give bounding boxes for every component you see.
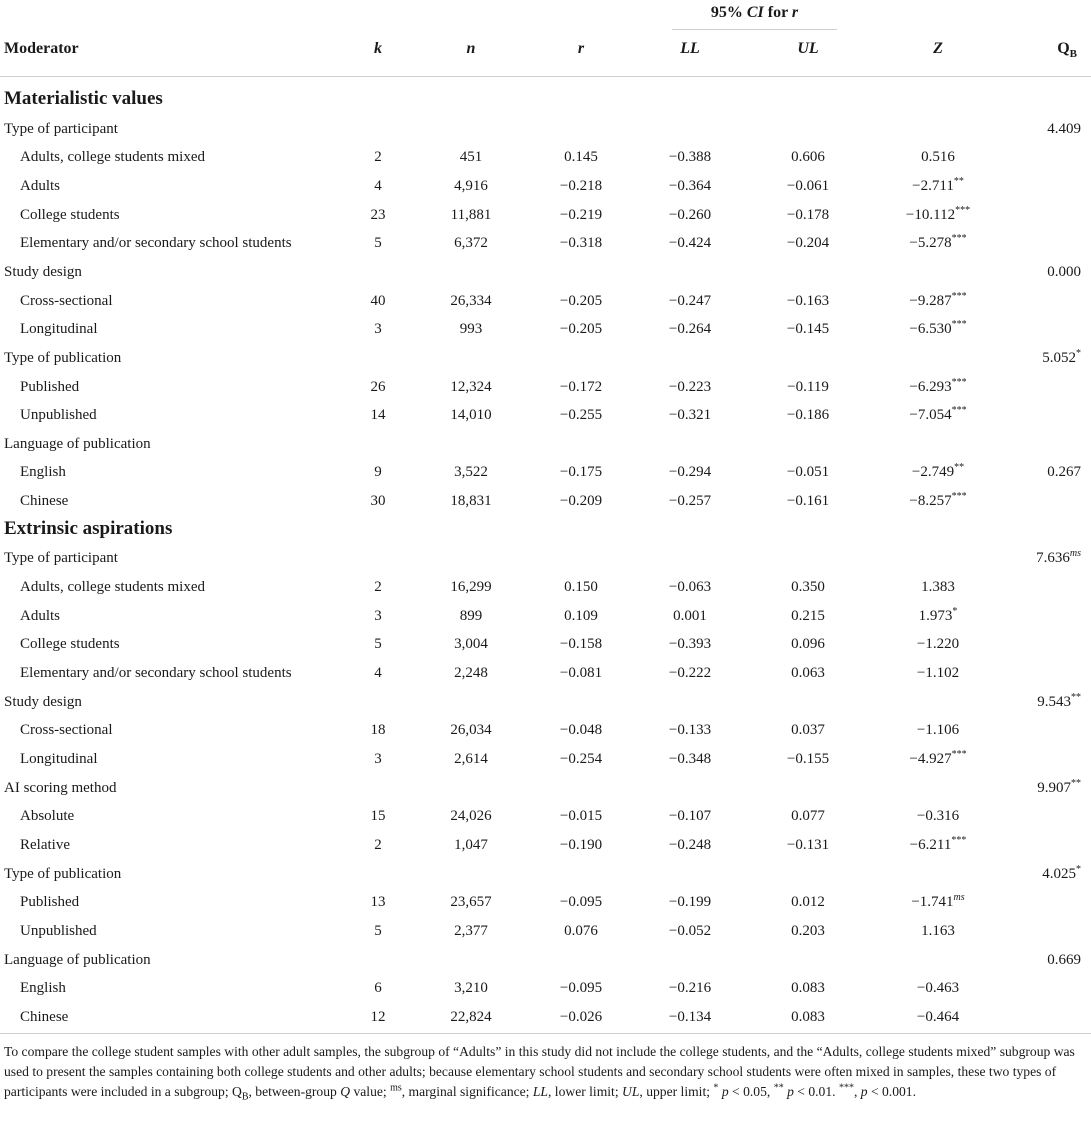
footnote-text-2: , between-group — [248, 1084, 341, 1099]
cell-k-value: 9 — [374, 464, 382, 481]
cell-ul-value: 0.037 — [791, 722, 825, 739]
cell-z-value: −2.711 — [912, 177, 954, 194]
footnote-t3: , — [853, 1084, 861, 1099]
cell-n-value: 16,299 — [450, 579, 492, 596]
cell-z — [868, 664, 1008, 682]
cell-k-value: 3 — [374, 750, 382, 767]
group-qb-value: 0.000 — [1047, 263, 1081, 280]
cell-ul-value: −0.163 — [786, 292, 830, 309]
cell-k-value: 3 — [374, 321, 382, 338]
row-qb — [1047, 463, 1081, 481]
cell-z-value: −7.054 — [909, 407, 952, 424]
cell-k-value: 14 — [370, 407, 386, 424]
cell-k-value: 6 — [374, 980, 382, 997]
ci-header-rule — [672, 29, 837, 30]
group-label: Type of participant — [4, 550, 118, 567]
cell-n-value: 18,831 — [450, 493, 492, 510]
group-qb-value: 7.636 — [1036, 550, 1070, 567]
cell-ul — [738, 177, 878, 195]
row-label: Longitudinal — [20, 321, 98, 338]
cell-ul — [738, 1008, 878, 1026]
cell-n-value: 22,824 — [450, 1008, 492, 1025]
cell-n-value: 993 — [459, 321, 483, 338]
cell-k-value: 40 — [370, 292, 386, 309]
cell-k-value: 15 — [370, 808, 386, 825]
cell-ul — [738, 463, 878, 481]
footnote-text-6: , upper limit; — [639, 1084, 714, 1099]
cell-ll-value: −0.264 — [668, 321, 712, 338]
group-qb — [1042, 865, 1081, 883]
cell-ul-value: 0.077 — [791, 808, 825, 825]
cell-n-value: 3,210 — [454, 980, 488, 997]
cell-n-value: 24,026 — [450, 808, 492, 825]
cell-z — [868, 635, 1008, 653]
cell-k-value: 5 — [374, 636, 382, 653]
cell-ll-value: −0.063 — [668, 579, 712, 596]
cell-r-value: −0.172 — [559, 378, 603, 395]
col-header-n-value: n — [466, 40, 476, 57]
group-qb — [1047, 120, 1081, 138]
row-label: Adults, college students mixed — [20, 579, 205, 596]
group-qb-value: 9.543 — [1037, 693, 1071, 710]
cell-z-value: 1.973 — [918, 607, 953, 624]
cell-ul — [738, 922, 878, 940]
cell-ul — [738, 206, 878, 224]
cell-r-value: −0.095 — [559, 980, 603, 997]
cell-ul — [738, 664, 878, 682]
cell-z — [868, 320, 1008, 338]
cell-ul — [738, 234, 878, 252]
row-label: Absolute — [20, 808, 75, 825]
footnote-p2: p — [787, 1084, 794, 1099]
cell-ul-value: 0.083 — [791, 980, 825, 997]
cell-z — [868, 378, 1008, 396]
cell-ul — [738, 492, 878, 510]
cell-r-value: −0.190 — [559, 836, 603, 853]
ci-r: r — [791, 4, 799, 21]
cell-ul-value: −0.051 — [786, 464, 830, 481]
footnote-ll: LL — [532, 1084, 548, 1099]
cell-z-value: −6.530 — [909, 321, 952, 338]
cell-ul — [738, 406, 878, 424]
cell-z — [868, 721, 1008, 739]
cell-k-value: 18 — [370, 722, 386, 739]
footnote-p3: p — [860, 1084, 868, 1099]
cell-ll-value: −0.134 — [668, 1008, 712, 1025]
group-qb-sig: ** — [1071, 777, 1081, 789]
col-header-k-value: k — [374, 40, 382, 57]
cell-k-value: 2 — [374, 579, 382, 596]
cell-z — [868, 607, 1008, 625]
cell-k-value: 13 — [370, 894, 386, 911]
group-qb-value: 9.907 — [1037, 779, 1071, 796]
cell-r-value: 0.076 — [564, 922, 598, 939]
cell-ul — [738, 893, 878, 911]
cell-z-value: −1.106 — [916, 722, 960, 739]
cell-ul-value: −0.119 — [787, 378, 829, 395]
cell-n-value: 3,522 — [454, 464, 488, 481]
cell-ul — [738, 721, 878, 739]
cell-ll-value: −0.107 — [668, 808, 712, 825]
cell-ll-value: 0.001 — [673, 607, 707, 624]
row-label: Cross-sectional — [20, 292, 113, 309]
footnote-text-4: , marginal significance; — [401, 1084, 533, 1099]
col-header-z — [868, 40, 1008, 58]
ci-ci: CI — [746, 4, 764, 21]
cell-z-sig: *** — [951, 319, 967, 331]
cell-n-value: 4,916 — [454, 177, 488, 194]
cell-z-value: −4.927 — [909, 750, 952, 767]
cell-z — [868, 177, 1008, 195]
cell-z-value: 1.383 — [921, 579, 955, 596]
row-label: Adults — [20, 177, 61, 194]
cell-k-value: 3 — [374, 607, 382, 624]
cell-n-value: 12,324 — [450, 378, 492, 395]
footnote-star-3: *** — [838, 1082, 854, 1094]
cell-z — [868, 492, 1008, 510]
row-label: Unpublished — [20, 407, 97, 424]
group-qb-value: 4.025 — [1042, 865, 1076, 882]
cell-n-value: 11,881 — [450, 206, 492, 223]
cell-z-sig: ** — [953, 175, 964, 187]
group-label: Type of publication — [4, 865, 122, 882]
cell-ll-value: −0.424 — [668, 235, 712, 252]
cell-ul — [738, 750, 878, 768]
group-qb-value: 5.052 — [1042, 349, 1076, 366]
cell-z — [868, 292, 1008, 310]
group-qb — [1047, 263, 1081, 281]
group-qb-sig: ** — [1071, 691, 1081, 703]
cell-r-value: −0.158 — [559, 636, 603, 653]
group-qb-value: 0.669 — [1047, 951, 1081, 968]
group-qb — [1036, 549, 1081, 567]
cell-ll-value: −0.248 — [668, 836, 712, 853]
footnote-p1: p — [721, 1084, 729, 1099]
group-label: AI scoring method — [4, 779, 117, 796]
cell-ul — [738, 836, 878, 854]
cell-ul-value: 0.063 — [791, 665, 825, 681]
cell-z-value: −0.316 — [916, 808, 960, 825]
row-label: Elementary and/or secondary school students — [20, 665, 292, 681]
ci-header — [672, 4, 837, 22]
footnote-t2: < 0.01. — [793, 1084, 839, 1099]
cell-ul-value: −0.155 — [786, 750, 830, 767]
cell-k-value: 2 — [374, 836, 382, 853]
cell-k-value: 4 — [374, 665, 382, 681]
cell-k-value: 4 — [374, 177, 382, 194]
cell-k-value: 5 — [374, 235, 382, 252]
cell-z-sig: *** — [951, 376, 967, 388]
cell-n-value: 14,010 — [450, 407, 492, 424]
row-label: Chinese — [20, 493, 69, 510]
group-label: Type of publication — [4, 349, 122, 366]
footnote-star-2: ** — [773, 1082, 784, 1094]
cell-ul — [738, 378, 878, 396]
cell-ul-value: −0.204 — [786, 235, 830, 252]
cell-ul-value: 0.606 — [791, 149, 825, 166]
group-qb-sig: * — [1076, 347, 1081, 359]
section-title: Materialistic values — [4, 88, 163, 109]
cell-z — [868, 807, 1008, 825]
table-bottom-rule — [0, 1033, 1091, 1034]
header-rule — [0, 76, 1091, 77]
cell-r-value: 0.150 — [564, 579, 598, 596]
cell-ll-value: −0.393 — [668, 636, 712, 653]
table-footnote — [4, 1042, 1086, 1108]
cell-z-sig: *** — [951, 834, 967, 846]
cell-r-value: −0.254 — [559, 750, 603, 767]
cell-ul-value: 0.350 — [791, 579, 825, 596]
group-label: Study design — [4, 263, 82, 280]
cell-z — [868, 463, 1008, 481]
group-label: Language of publication — [4, 951, 151, 968]
cell-z-value: 0.516 — [921, 149, 955, 166]
cell-ul-value: 0.012 — [791, 894, 825, 911]
section-title: Extrinsic aspirations — [4, 517, 173, 539]
cell-z — [868, 206, 1008, 224]
cell-z — [868, 234, 1008, 252]
cell-n-value: 26,034 — [450, 722, 492, 739]
cell-z — [868, 922, 1008, 940]
ci-pct: 95% — [710, 4, 747, 21]
row-label: College students — [20, 636, 120, 653]
cell-z-value: −8.257 — [909, 493, 952, 510]
row-label: Published — [20, 894, 80, 911]
cell-k-value: 2 — [374, 149, 382, 166]
group-qb — [1037, 693, 1081, 711]
row-label: Published — [20, 378, 80, 395]
cell-ul-value: −0.145 — [786, 321, 830, 338]
cell-r-value: −0.318 — [559, 235, 603, 252]
ci-for: for — [763, 4, 792, 21]
cell-n-value: 2,614 — [454, 750, 488, 767]
row-label: Relative — [20, 836, 70, 853]
cell-ll-value: −0.364 — [668, 177, 712, 194]
cell-ul — [738, 320, 878, 338]
cell-z-value: −0.463 — [916, 980, 960, 997]
cell-z-sig: *** — [951, 290, 967, 302]
cell-z-value: −9.287 — [909, 292, 952, 309]
cell-ul — [738, 979, 878, 997]
cell-r-value: −0.205 — [559, 321, 603, 338]
cell-r-value: −0.205 — [559, 292, 603, 309]
group-label: Type of participant — [4, 120, 118, 137]
row-label: Elementary and/or secondary school students — [20, 235, 292, 252]
cell-ul-value: −0.061 — [786, 177, 830, 194]
cell-z-sig: *** — [951, 491, 967, 503]
cell-z — [868, 836, 1008, 854]
cell-ul-value: −0.178 — [786, 206, 830, 223]
qb-subscript: B — [241, 1091, 249, 1103]
cell-ll-value: −0.388 — [668, 149, 712, 166]
cell-k-value: 12 — [370, 1008, 386, 1025]
cell-k-value: 26 — [370, 378, 386, 395]
cell-z-sig: *** — [951, 233, 967, 245]
cell-z-value: −1.741 — [911, 894, 954, 911]
cell-ul — [738, 607, 878, 625]
cell-r-value: −0.218 — [559, 177, 603, 194]
group-qb — [1047, 951, 1081, 969]
footnote-text: To compare the college student samples with other adult samples, the subgroup of “Adults” in this study did not include the college students, and the “Adults, college students mixed” subgroup was used to present the samples containing both college students and other adults; because elementary school students and secondary school students were often mixed in samples, these two types of participants were included in a subgroup; Q — [4, 1044, 1075, 1099]
col-header-moderator: Moderator — [4, 40, 79, 57]
cell-z-value: −6.293 — [909, 378, 952, 395]
row-label: Chinese — [20, 1008, 69, 1025]
group-qb — [1042, 349, 1081, 367]
footnote-q: Q — [340, 1084, 351, 1099]
footnote-text-3: value; — [350, 1084, 391, 1099]
cell-z — [868, 406, 1008, 424]
cell-z — [868, 893, 1008, 911]
footnote-ul: UL — [622, 1084, 640, 1099]
row-label: Unpublished — [20, 922, 97, 939]
col-header-qb — [1057, 40, 1077, 63]
cell-z-sig: ** — [954, 462, 965, 474]
cell-z-sig: * — [952, 605, 958, 617]
group-qb-sig: * — [1076, 863, 1081, 875]
footnote-ms: ms — [390, 1082, 402, 1094]
cell-ll-value: −0.260 — [668, 206, 712, 223]
cell-n-value: 2,377 — [454, 922, 488, 939]
cell-ul — [738, 807, 878, 825]
cell-ll-value: −0.216 — [668, 980, 712, 997]
cell-z-value: 1.163 — [921, 922, 955, 939]
cell-z-sig: *** — [955, 204, 971, 216]
cell-n-value: 3,004 — [454, 636, 488, 653]
row-label: English — [20, 980, 66, 997]
cell-z-value: −10.112 — [905, 206, 956, 223]
row-qb-value: 0.267 — [1047, 464, 1081, 481]
cell-n-value: 451 — [459, 149, 483, 166]
footnote-star-1: * — [713, 1082, 719, 1094]
cell-ul-value: −0.131 — [786, 836, 830, 853]
row-label: Cross-sectional — [20, 722, 113, 739]
row-label: Adults — [20, 607, 61, 624]
cell-ul — [738, 148, 878, 166]
cell-k-value: 5 — [374, 922, 382, 939]
cell-ul-value: 0.083 — [791, 1008, 825, 1025]
group-qb — [1037, 779, 1081, 797]
row-label: Longitudinal — [20, 750, 98, 767]
cell-ll-value: −0.052 — [668, 922, 712, 939]
cell-ul-value: −0.161 — [786, 493, 830, 510]
cell-z — [868, 148, 1008, 166]
cell-ll-value: −0.199 — [668, 894, 712, 911]
group-qb-value: 4.409 — [1047, 120, 1081, 137]
col-header-ul-value: UL — [797, 40, 819, 57]
cell-z-value: −1.102 — [916, 665, 960, 681]
footnote-t1: < 0.05, — [728, 1084, 774, 1099]
footnote-t4: < 0.001. — [867, 1084, 916, 1099]
cell-ll-value: −0.247 — [668, 292, 712, 309]
cell-r-value: −0.095 — [559, 894, 603, 911]
col-header-ul — [738, 40, 878, 58]
ci-header-rich — [711, 4, 798, 21]
cell-z-sig: *** — [951, 405, 967, 417]
cell-r-value: −0.209 — [559, 493, 603, 510]
cell-ul-value: 0.096 — [791, 636, 825, 653]
cell-ul — [738, 635, 878, 653]
cell-n-value: 1,047 — [454, 836, 488, 853]
cell-n-value: 26,334 — [450, 292, 492, 309]
cell-z-value: −0.464 — [916, 1008, 960, 1025]
cell-n-value: 23,657 — [450, 894, 492, 911]
cell-z-value: −2.749 — [911, 464, 955, 481]
row-label: Adults, college students mixed — [20, 149, 205, 166]
cell-n-value: 2,248 — [454, 665, 488, 681]
cell-n-value: 6,372 — [454, 235, 488, 252]
cell-k-value: 30 — [370, 493, 386, 510]
cell-r-value: −0.175 — [559, 464, 603, 481]
group-label: Language of publication — [4, 435, 151, 452]
cell-ll-value: −0.294 — [668, 464, 712, 481]
cell-ll-value: −0.223 — [668, 378, 712, 395]
cell-z-sig: *** — [951, 748, 967, 760]
cell-z — [868, 750, 1008, 768]
cell-ul-value: 0.215 — [791, 607, 825, 624]
row-label: College students — [20, 206, 120, 223]
cell-z-value: −5.278 — [909, 235, 952, 252]
cell-r-value: −0.219 — [559, 206, 603, 223]
footnote-text-5: , lower limit; — [548, 1084, 623, 1099]
cell-ll-value: −0.257 — [668, 493, 712, 510]
group-qb-sig: ms — [1069, 548, 1081, 560]
cell-r-value: −0.255 — [559, 407, 603, 424]
cell-k-value: 23 — [370, 206, 386, 223]
cell-ul-value: 0.203 — [791, 922, 825, 939]
cell-z-value: −1.220 — [916, 636, 960, 653]
col-header-qb-q: Q — [1057, 40, 1070, 57]
cell-ul-value: −0.186 — [786, 407, 830, 424]
cell-z — [868, 1008, 1008, 1026]
cell-ll-value: −0.222 — [668, 665, 712, 681]
cell-z — [868, 979, 1008, 997]
cell-z-sig: ms — [953, 892, 965, 904]
cell-r-value: 0.145 — [564, 149, 598, 166]
cell-r-value: −0.015 — [559, 808, 603, 825]
col-header-r-value: r — [577, 40, 585, 57]
cell-n-value: 899 — [459, 607, 483, 624]
cell-r-value: 0.109 — [564, 607, 598, 624]
cell-ll-value: −0.321 — [668, 407, 712, 424]
col-header-qb-sub: B — [1069, 48, 1077, 61]
cell-r-value: −0.026 — [559, 1008, 603, 1025]
col-header-ll-value: LL — [680, 40, 700, 57]
cell-ll-value: −0.348 — [668, 750, 712, 767]
cell-ll-value: −0.133 — [668, 722, 712, 739]
cell-r-value: −0.081 — [559, 665, 603, 681]
col-header-z-value: Z — [933, 40, 943, 57]
cell-ul — [738, 578, 878, 596]
cell-z — [868, 578, 1008, 596]
cell-r-value: −0.048 — [559, 722, 603, 739]
group-label: Study design — [4, 693, 82, 710]
cell-ul — [738, 292, 878, 310]
row-label: English — [20, 464, 66, 481]
cell-z-value: −6.211 — [909, 836, 952, 853]
